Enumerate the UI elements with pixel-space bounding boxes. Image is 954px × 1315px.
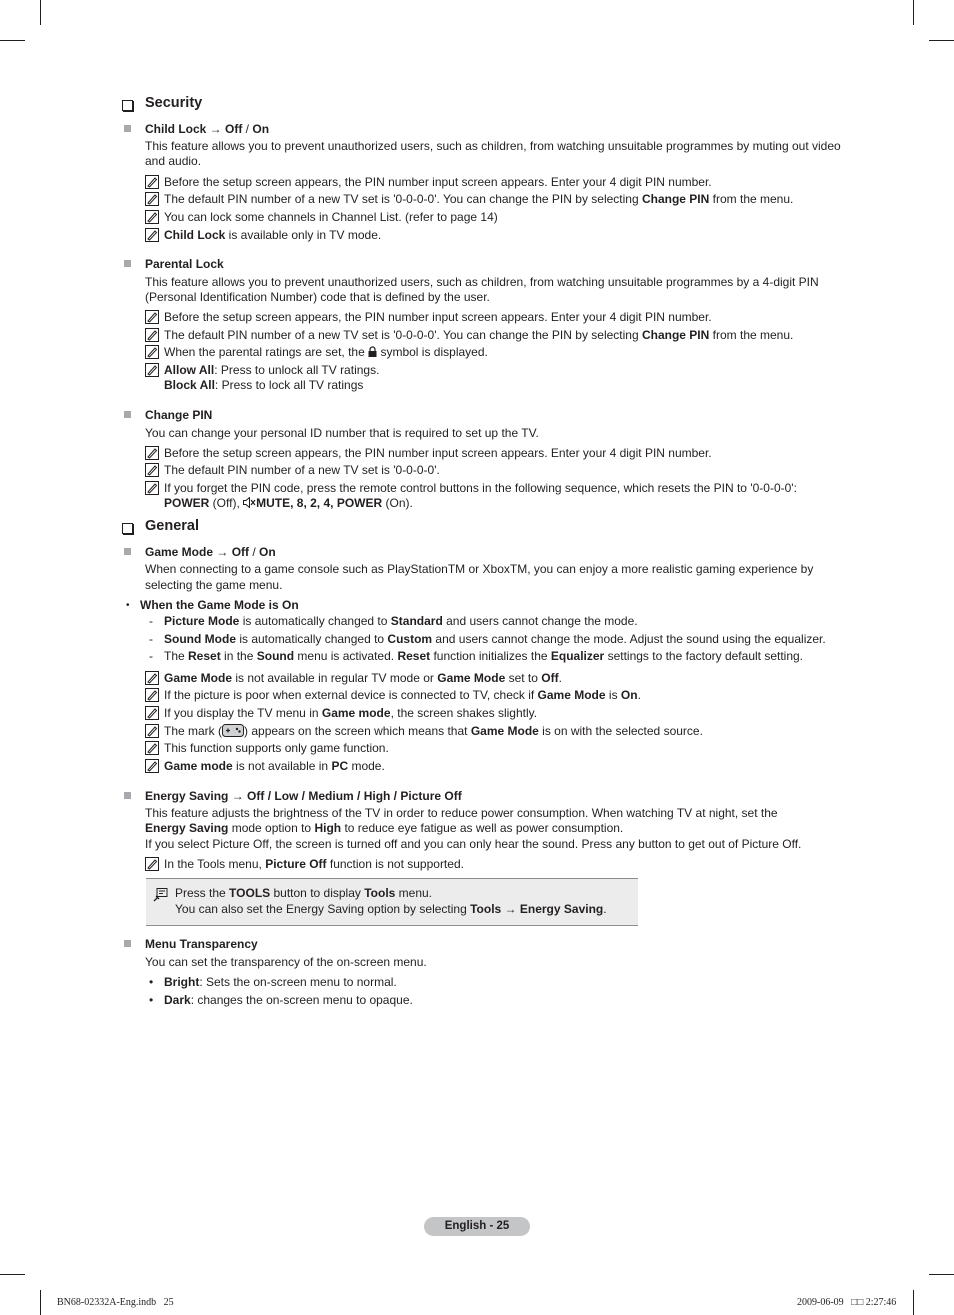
note-pencil-icon	[145, 463, 159, 477]
bullet-glyph: •	[149, 993, 154, 1007]
change-pin-note-2: The default PIN number of a new TV set is '0-0-0-0'.	[164, 463, 440, 477]
bullet-glyph: •	[126, 600, 130, 611]
page-number-label: English - 25	[444, 1220, 510, 1232]
change-pin-heading: Change PIN	[145, 408, 213, 422]
energy-saving-desc-line2: Energy Saving mode option to High to reduce eye fatigue as well as power consumption.	[145, 821, 624, 835]
crop-mark	[929, 1274, 954, 1275]
tools-tip-line2: You can also set the Energy Saving option by selecting Tools → Energy Saving.	[175, 902, 607, 916]
dash-glyph: -	[149, 632, 153, 646]
dash-glyph: -	[149, 614, 153, 628]
item-square-icon	[124, 792, 131, 799]
game-mode-desc-line2: selecting the game menu.	[145, 578, 283, 592]
note-pencil-icon	[145, 857, 159, 871]
tools-remote-icon	[153, 888, 168, 902]
item-square-icon	[124, 548, 131, 555]
print-timestamp: 2009-06-09 □□ 2:27:46	[797, 1297, 897, 1308]
note-pencil-icon	[145, 671, 159, 685]
menu-transparency-bright: Bright: Sets the on-screen menu to normal.	[164, 975, 397, 989]
parental-lock-desc-line1: This feature allows you to prevent unauthorized users, such as children, from watching unsuitable programmes by a 4-digit PIN	[145, 275, 819, 289]
change-pin-note-1: Before the setup screen appears, the PIN number input screen appears. Enter your 4 digit PIN number.	[164, 446, 712, 460]
child-lock-note-1: Before the setup screen appears, the PIN number input screen appears. Enter your 4 digit PIN number.	[164, 175, 712, 189]
energy-saving-desc-line3: If you select Picture Off, the screen is turned off and you can only hear the sound. Press any button to get out of Picture Off.	[145, 837, 802, 851]
parental-lock-note-3: When the parental ratings are set, the symbol is displayed.	[164, 345, 488, 359]
bullet-glyph: •	[149, 975, 154, 989]
section-title-security: Security	[145, 95, 203, 111]
menu-transparency-desc: You can set the transparency of the on-screen menu.	[145, 955, 427, 969]
parental-lock-heading: Parental Lock	[145, 257, 224, 271]
note-pencil-icon	[145, 192, 159, 206]
energy-saving-heading: Energy Saving → Off / Low / Medium / High / Picture Off	[145, 789, 462, 803]
game-mode-dash-2: Sound Mode is automatically changed to Custom and users cannot change the mode. Adjust the sound using the equalizer.	[164, 632, 826, 646]
note-pencil-icon	[145, 210, 159, 224]
note-pencil-icon	[145, 741, 159, 755]
page-number-pill	[424, 1217, 530, 1236]
child-lock-note-3: You can lock some channels in Channel List. (refer to page 14)	[164, 210, 498, 224]
tools-tip-box	[146, 878, 638, 926]
tools-tip-line1: Press the TOOLS button to display Tools menu.	[175, 886, 433, 900]
note-pencil-icon	[145, 481, 159, 495]
menu-transparency-dark: Dark: changes the on-screen menu to opaque.	[164, 993, 413, 1007]
item-square-icon	[124, 260, 131, 267]
game-mode-on-heading: When the Game Mode is On	[140, 598, 299, 612]
gamepad-icon	[222, 724, 244, 737]
parental-lock-note-4b: Block All: Press to lock all TV ratings	[164, 378, 364, 392]
energy-saving-note: In the Tools menu, Picture Off function is not supported.	[164, 857, 464, 871]
note-pencil-icon	[145, 228, 159, 242]
crop-mark	[40, 1290, 41, 1315]
mute-speaker-icon	[243, 497, 256, 508]
crop-mark	[0, 1274, 25, 1275]
parental-lock-note-4: Allow All: Press to unlock all TV ratings.	[164, 363, 380, 377]
parental-lock-note-2: The default PIN number of a new TV set is '0-0-0-0'. You can change the PIN by selecting Change PIN from the menu.	[164, 328, 794, 342]
section-checkbox-icon	[122, 523, 133, 534]
section-title-general: General	[145, 518, 199, 534]
game-mode-note-1: Game Mode is not available in regular TV mode or Game Mode set to Off.	[164, 671, 562, 685]
menu-transparency-heading: Menu Transparency	[145, 937, 258, 951]
change-pin-desc: You can change your personal ID number that is required to set up the TV.	[145, 426, 539, 440]
child-lock-desc-line1: This feature allows you to prevent unauthorized users, such as children, from watching unsuitable programmes by muting out video	[145, 139, 841, 153]
crop-mark	[913, 0, 914, 25]
game-mode-heading: Game Mode → Off / On	[145, 545, 276, 559]
item-square-icon	[124, 125, 131, 132]
parental-lock-note-1: Before the setup screen appears, the PIN number input screen appears. Enter your 4 digit PIN number.	[164, 310, 712, 324]
game-mode-dash-1: Picture Mode is automatically changed to Standard and users cannot change the mode.	[164, 614, 638, 628]
game-mode-dash-3: The Reset in the Sound menu is activated. Reset function initializes the Equalizer settings to the factory default setting.	[164, 649, 804, 663]
crop-mark	[40, 0, 41, 25]
note-pencil-icon	[145, 345, 159, 359]
child-lock-desc-line2: and audio.	[145, 154, 202, 168]
change-pin-note-3-sequence: POWER (Off), MUTE, 8, 2, 4, POWER (On).	[164, 496, 413, 510]
note-pencil-icon	[145, 175, 159, 189]
crop-mark	[929, 40, 954, 41]
game-mode-note-4: The mark ( ) appears on the screen which means that Game Mode is on with the selected source.	[164, 724, 703, 738]
child-lock-note-2: The default PIN number of a new TV set is '0-0-0-0'. You can change the PIN by selecting Change PIN from the menu.	[164, 192, 794, 206]
game-mode-note-3: If you display the TV menu in Game mode, the screen shakes slightly.	[164, 706, 538, 720]
game-mode-note-2: If the picture is poor when external device is connected to TV, check if Game Mode is On.	[164, 688, 641, 702]
child-lock-heading: Child Lock → Off / On	[145, 122, 270, 136]
note-pencil-icon	[145, 706, 159, 720]
game-mode-note-6: Game mode is not available in PC mode.	[164, 759, 385, 773]
note-pencil-icon	[145, 310, 159, 324]
lock-icon	[368, 346, 377, 357]
note-pencil-icon	[145, 446, 159, 460]
note-pencil-icon	[145, 688, 159, 702]
file-info: BN68-02332A-Eng.indb 25	[57, 1297, 174, 1308]
energy-saving-desc-line1: This feature adjusts the brightness of the TV in order to reduce power consumption. When watching TV at night, set the	[145, 806, 778, 820]
note-pencil-icon	[145, 328, 159, 342]
game-mode-note-5: This function supports only game function.	[164, 741, 389, 755]
crop-mark	[0, 40, 25, 41]
parental-lock-desc-line2: (Personal Identification Number) code that is defined by the user.	[145, 290, 490, 304]
note-pencil-icon	[145, 363, 159, 377]
dash-glyph: -	[149, 649, 153, 663]
note-pencil-icon	[145, 724, 159, 738]
game-mode-desc-line1: When connecting to a game console such as PlayStationTM or XboxTM, you can enjoy a more realistic gaming experience by	[145, 562, 814, 576]
item-square-icon	[124, 411, 131, 418]
item-square-icon	[124, 940, 131, 947]
section-checkbox-icon	[122, 100, 133, 111]
child-lock-note-4: Child Lock is available only in TV mode.	[164, 228, 382, 242]
note-pencil-icon	[145, 759, 159, 773]
crop-mark	[913, 1290, 914, 1315]
change-pin-note-3: If you forget the PIN code, press the remote control buttons in the following sequence, which resets the PIN to '0-0-0-0':	[164, 481, 797, 495]
